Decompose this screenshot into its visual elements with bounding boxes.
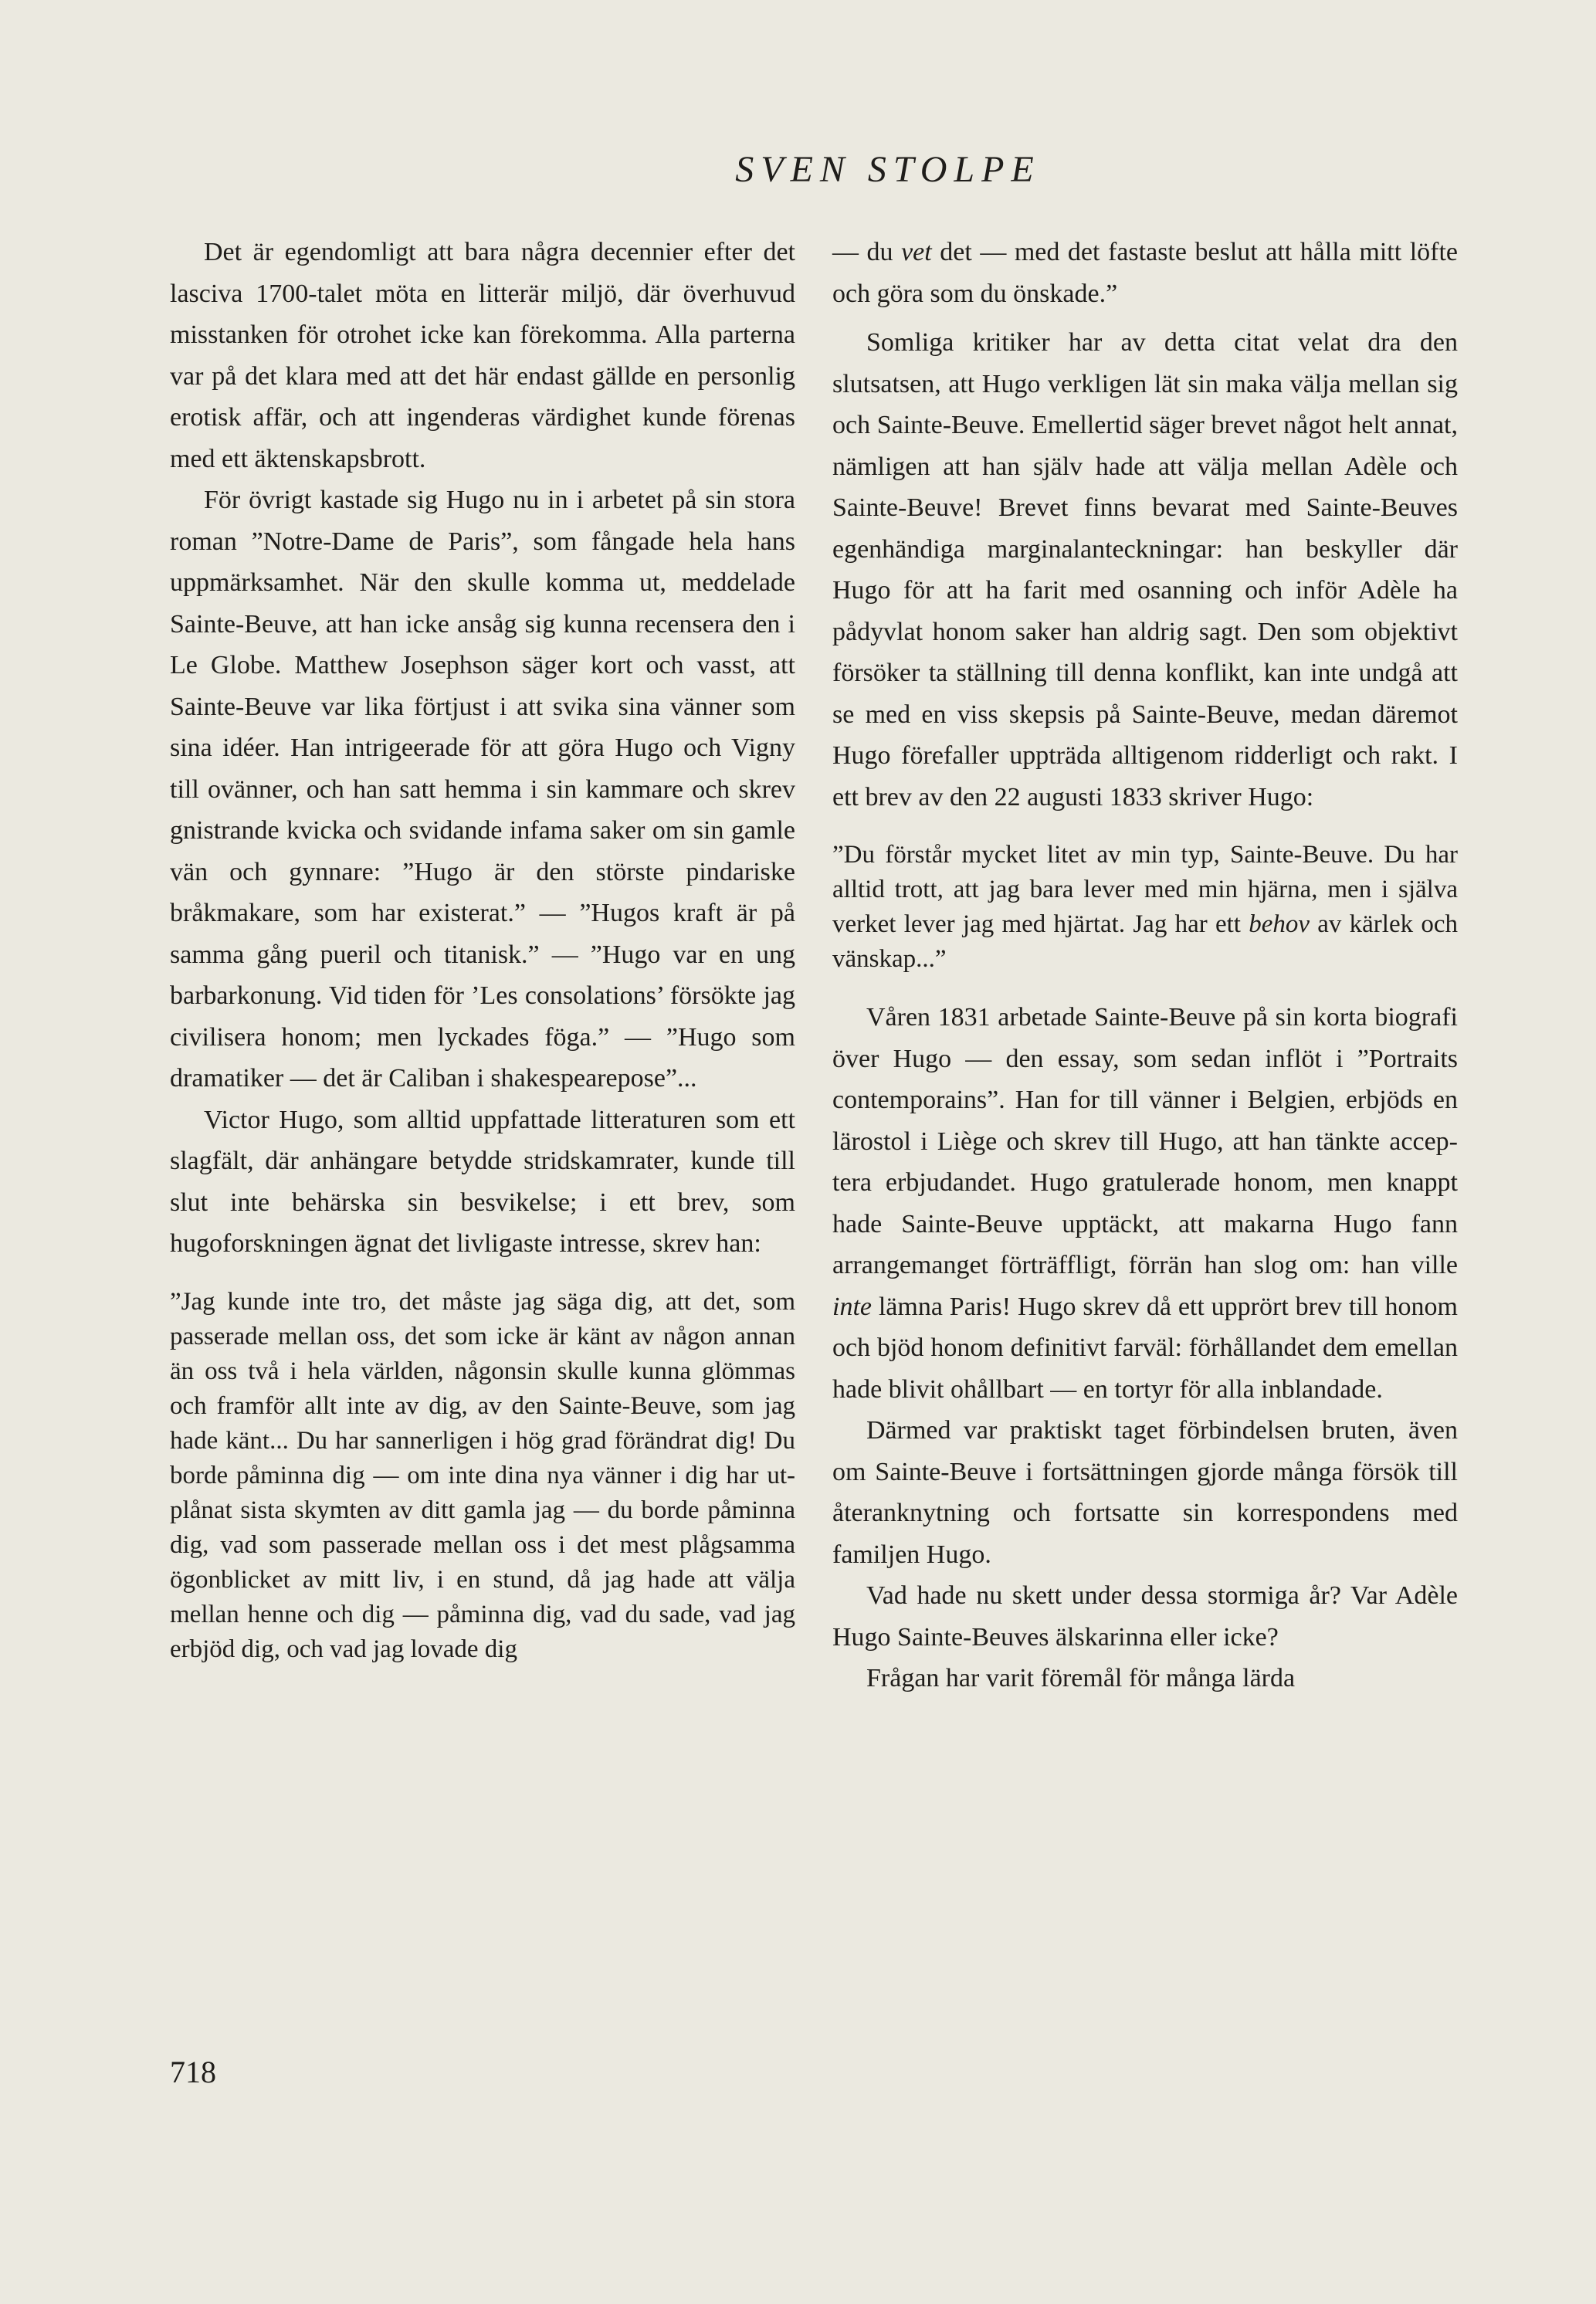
paragraph: Därmed var praktiskt taget förbindelsen bruten, även om Sainte-Beuve i fortsättningen gjorde många försök till återanknytning och fortsatte sin korrespondens med familjen Hugo. bbox=[832, 1416, 1458, 1569]
paragraph: Det är egendomligt att bara några decennier efter det lasciva 1700-talet möta en litterär miljö, där överhuvud misstanken för otrohet icke kan förekomma. Alla parterna var på det klara med att det här endast gällde en personlig erotisk affär, och att ingenderas värdighet kunde förenas med ett äktenskapsbrott. bbox=[170, 238, 795, 473]
quote-text: det — med det fastaste beslut att hålla mitt löfte och göra som du önskade.” bbox=[832, 238, 1458, 308]
paragraph bbox=[832, 997, 1458, 1410]
emphasis: behov bbox=[1249, 910, 1310, 938]
quote-continuation bbox=[832, 232, 1458, 314]
running-head: SVEN STOLPE bbox=[735, 149, 1041, 190]
paragraph: Victor Hugo, som alltid uppfattade litteraturen som ett slagfält, där anhängare betydde stridskamrater, kunde till slut inte behärska sin besvikelse; i ett brev, som hugoforskningen ägnat det livligaste intresse, skrev han: bbox=[170, 1105, 795, 1258]
right-column bbox=[832, 232, 1458, 1699]
paragraph-text: lämna Paris! Hugo skrev då ett upprört brev till honom och bjöd honom definitivt farväl: förhållandet dem emellan hade blivit ohållbart — en tortyr för alla inblandade. bbox=[832, 1292, 1458, 1404]
emphasis: inte bbox=[832, 1292, 872, 1321]
quote-text: — du bbox=[832, 238, 902, 266]
block-quote: ”Jag kunde inte tro, det måste jag säga dig, att det, som passerade mellan oss, det som icke är känt av någon annan än oss två i hela världen, någonsin skulle kunna glömmas och framför allt inte av dig, av den Sainte-Beuve, som jag hade känt... Du har sannerligen i hög grad förändrat dig! Du borde påminna dig — om inte dina nya vänner i dig har utplånat sista skymten av ditt gamla jag — du borde påminna dig, vad som passerade mellan oss i det mest plågsamma ögonblicket av mitt liv, i en stund, då jag hade att välja mellan henne och dig — påminna dig, vad du sade, vad jag erbjöd dig, och vad jag lovade dig bbox=[170, 1287, 795, 1663]
quote-text: av kärlek och vänskap...” bbox=[832, 910, 1458, 973]
paragraph: För övrigt kastade sig Hugo nu in i arbetet på sin stora roman ”Notre-Dame de Paris”, som fångade hela hans uppmärksamhet. När den skulle komma ut, meddelade Sainte-Beuve, att han icke ansåg sig kunna recensera den i Le Globe. Matthew Josephson säger kort och vasst, att Sainte-Beuve var lika förtjust i att svika sina vänner som sina idéer. Han intrigeerade för att göra Hugo och Vigny till ovänner, och han satt hemma i sin kammare och skrev gnistrande kvicka och svidande infama saker om sin gamle vän och gynnare: ”Hugo är den störste pindariske bråkmakare, som har existerat.” — ”Hugos kraft är på samma gång pueril och titanisk.” — ”Hugo var en ung barbarkonung. Vid tiden för ’Les consolations’ försökte jag civilisera honom; men lyckades föga.” — ”Hugo som dramatiker — det är Caliban i shakespearepose”... bbox=[170, 486, 795, 1093]
block-quote bbox=[832, 838, 1458, 977]
paragraph: Vad hade nu skett under dessa stormiga år? Var Adèle Hugo Sainte-Beuves älskarinna eller icke? bbox=[832, 1581, 1458, 1652]
paragraph: Frågan har varit föremål för många lärda bbox=[866, 1664, 1296, 1692]
quote-text: ”Du förstår mycket litet av min typ, Sainte-Beuve. Du har alltid trott, att jag bara lever med min hjärna, men i själva verket lever jag med hjärtat. Jag har ett bbox=[832, 841, 1458, 938]
paragraph: Somliga kritiker har av detta citat velat dra den slutsatsen, att Hugo verkligen lät sin maka välja mellan sig och Sainte-Beuve. Emellertid säger brevet något helt annat, nämligen att han själv hade att välja mellan Adèle och Sainte-Beuve! Brevet finns bevarat med Sainte-Beuves egenhändiga marginalanteckningar: han beskyller där Hugo för att ha farit med osanning och inför Adèle ha pådyvlat honom saker han aldrig sagt. Den som objektivt försöker ta ställning till denna konflikt, kan inte undgå att se med en viss skepsis på Sainte-Beuve, medan däremot Hugo förefaller uppträda alltigenom ridderligt och rakt. I ett brev av den 22 augusti 1833 skriver Hugo: bbox=[832, 328, 1458, 811]
paragraph-text: Våren 1831 arbetade Sainte-Beuve på sin korta biografi över Hugo — den essay, som sedan inflöt i ”Portraits contemporains”. Han for till vänner i Belgien, erbjöds en lärostol i Liège och skrev till Hugo, att han tänkte acceptera erbjudandet. Hugo gratulerade honom, men knappt hade Sainte-Beuve upptäckt, att makarna Hugo fann arrangemanget förträffligt, förrän han slog om: han ville bbox=[832, 1003, 1458, 1279]
emphasis: vet bbox=[901, 238, 932, 266]
page-number: 718 bbox=[170, 2055, 216, 2089]
left-column bbox=[170, 232, 795, 1687]
